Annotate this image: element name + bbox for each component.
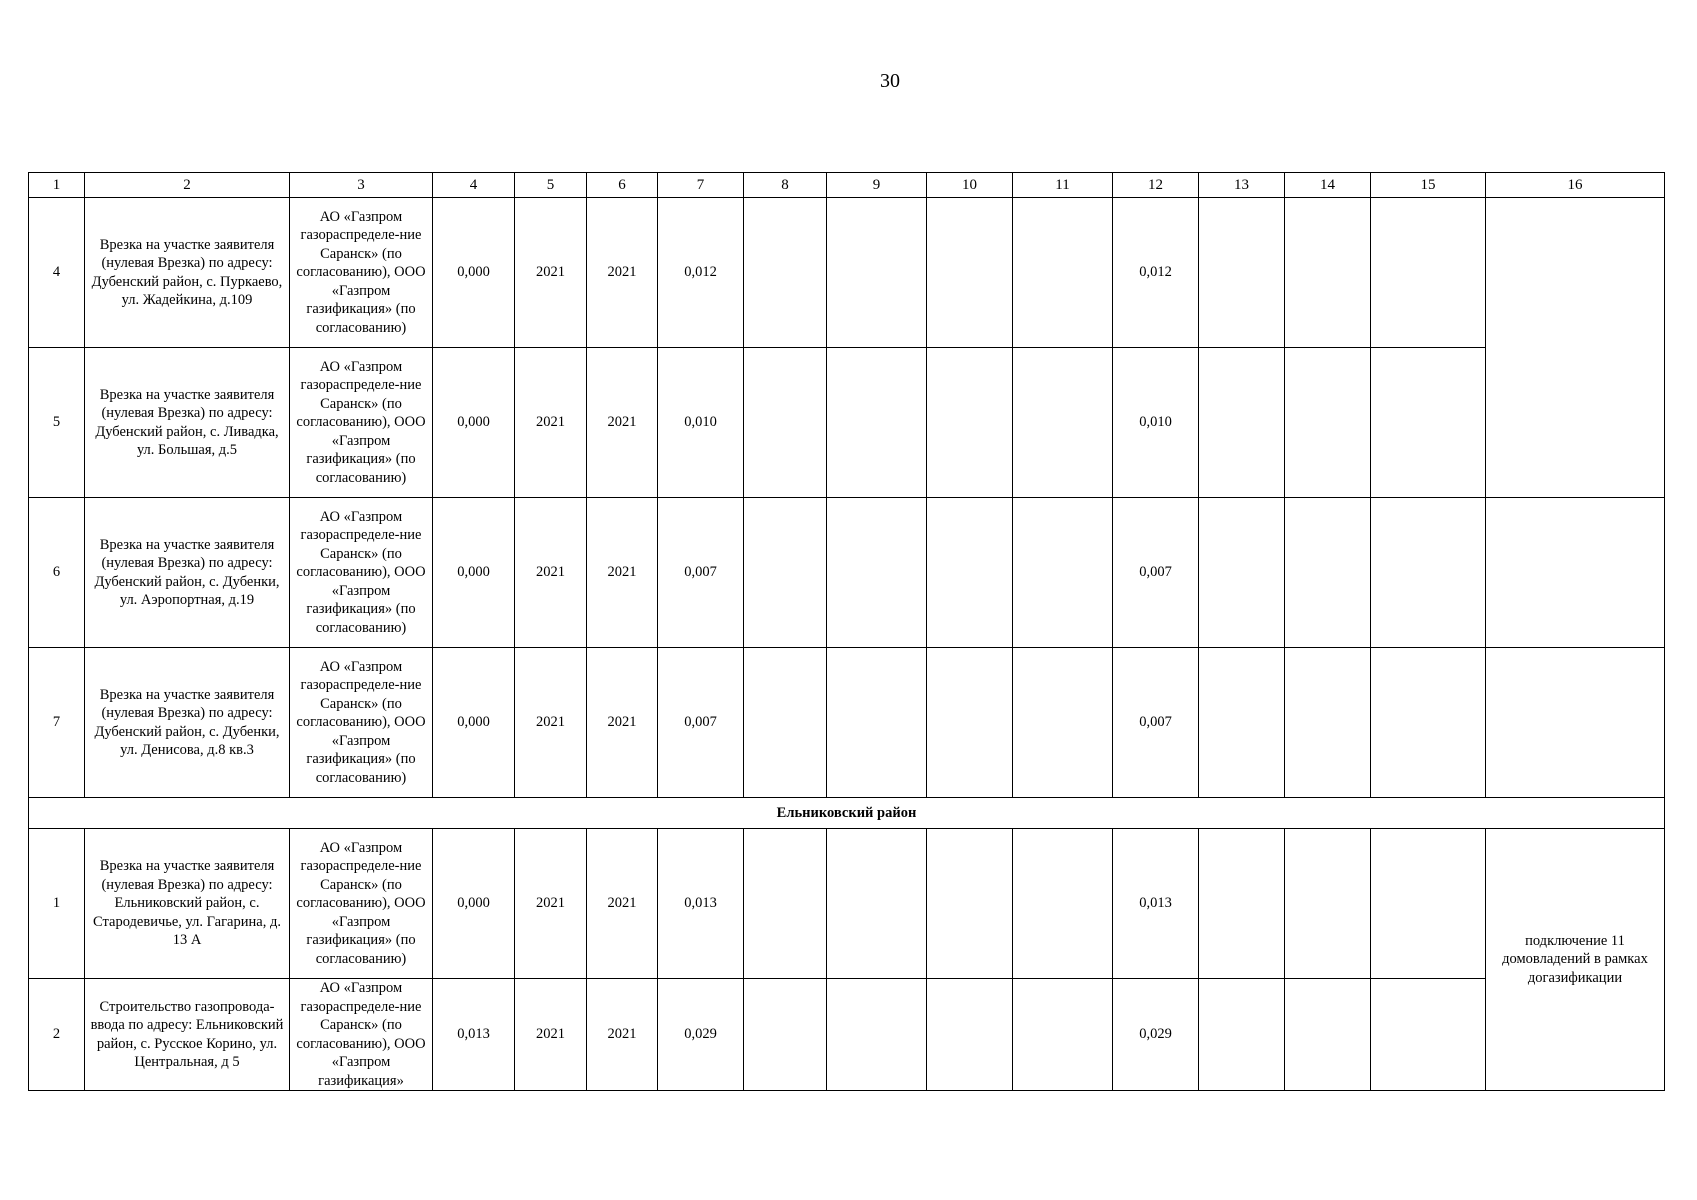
value-cell: 0,010: [1113, 348, 1199, 498]
end-year: 2021: [587, 198, 658, 348]
column-header: 2: [85, 173, 290, 198]
start-year: 2021: [515, 829, 587, 979]
column-number-row: [29, 173, 1665, 198]
empty-cell: [1371, 198, 1486, 348]
empty-cell: [1199, 979, 1285, 1091]
empty-cell: [827, 498, 927, 648]
row-number: 4: [29, 198, 85, 348]
empty-cell: [1199, 348, 1285, 498]
row-number: 6: [29, 498, 85, 648]
organization: АО «Газпром газораспределе-ние Саранск» (по согласованию), ООО «Газпром газификация» (по согласованию): [290, 348, 433, 498]
column-header: 16: [1486, 173, 1665, 198]
value-cell: 0,007: [1113, 498, 1199, 648]
empty-cell: [1013, 348, 1113, 498]
column-header: 13: [1199, 173, 1285, 198]
empty-cell: [927, 979, 1013, 1091]
empty-cell: [927, 198, 1013, 348]
object-description: Врезка на участке заявителя (нулевая Врезка) по адресу: Ельниковский район, с. Стародевичье, ул. Гагарина, д. 13 А: [85, 829, 290, 979]
value-cell: 0,000: [433, 648, 515, 798]
section-header-row: [29, 798, 1665, 829]
value-cell: 0,012: [658, 198, 744, 348]
empty-cell: [1285, 979, 1371, 1091]
empty-cell: [1013, 829, 1113, 979]
value-cell: 0,029: [658, 979, 744, 1091]
empty-cell: [1285, 829, 1371, 979]
value-cell: 0,000: [433, 198, 515, 348]
table-row: [29, 829, 1665, 979]
column-header: 5: [515, 173, 587, 198]
column-header: 9: [827, 173, 927, 198]
object-description: Врезка на участке заявителя (нулевая Врезка) по адресу: Дубенский район, с. Пуркаево, ул. Жадейкина, д.109: [85, 198, 290, 348]
value-cell: 0,012: [1113, 198, 1199, 348]
empty-cell: [927, 498, 1013, 648]
value-cell: 0,007: [658, 648, 744, 798]
start-year: 2021: [515, 498, 587, 648]
empty-cell: [1013, 979, 1113, 1091]
empty-cell: [744, 498, 827, 648]
row-number: 7: [29, 648, 85, 798]
column-header: 8: [744, 173, 827, 198]
column-header: 14: [1285, 173, 1371, 198]
object-description: Врезка на участке заявителя (нулевая Врезка) по адресу: Дубенский район, с. Ливадка, ул. Большая, д.5: [85, 348, 290, 498]
table-row: [29, 648, 1665, 798]
object-description: Врезка на участке заявителя (нулевая Врезка) по адресу: Дубенский район, с. Дубенки, ул. Аэропортная, д.19: [85, 498, 290, 648]
value-cell: 0,013: [1113, 829, 1199, 979]
row-number: 2: [29, 979, 85, 1091]
empty-cell: [1013, 648, 1113, 798]
column-header: 7: [658, 173, 744, 198]
value-cell: 0,013: [433, 979, 515, 1091]
object-description: Врезка на участке заявителя (нулевая Врезка) по адресу: Дубенский район, с. Дубенки, ул. Денисова, д.8 кв.3: [85, 648, 290, 798]
empty-cell: [1285, 348, 1371, 498]
value-cell: 0,000: [433, 348, 515, 498]
note-cell: [1486, 498, 1665, 648]
empty-cell: [1371, 648, 1486, 798]
table-row: [29, 498, 1665, 648]
column-header: 4: [433, 173, 515, 198]
column-header: 10: [927, 173, 1013, 198]
table-row: [29, 198, 1665, 348]
page-number: 30: [880, 70, 900, 92]
organization: АО «Газпром газораспределе-ние Саранск» (по согласованию), ООО «Газпром газификация»: [290, 979, 433, 1091]
column-header: 1: [29, 173, 85, 198]
start-year: 2021: [515, 648, 587, 798]
empty-cell: [1285, 498, 1371, 648]
column-header: 6: [587, 173, 658, 198]
note-cell: подключение 11 домовладений в рамках догазификации: [1486, 829, 1665, 1091]
row-number: 1: [29, 829, 85, 979]
table-row: [29, 348, 1665, 498]
organization: АО «Газпром газораспределе-ние Саранск» (по согласованию), ООО «Газпром газификация» (по согласованию): [290, 829, 433, 979]
section-title: Ельниковский район: [29, 798, 1665, 829]
value-cell: 0,000: [433, 498, 515, 648]
value-cell: 0,013: [658, 829, 744, 979]
end-year: 2021: [587, 648, 658, 798]
column-header: 12: [1113, 173, 1199, 198]
empty-cell: [744, 348, 827, 498]
value-cell: 0,010: [658, 348, 744, 498]
value-cell: 0,007: [658, 498, 744, 648]
empty-cell: [1285, 198, 1371, 348]
empty-cell: [1371, 829, 1486, 979]
end-year: 2021: [587, 348, 658, 498]
empty-cell: [744, 198, 827, 348]
empty-cell: [744, 648, 827, 798]
empty-cell: [1371, 979, 1486, 1091]
column-header: 3: [290, 173, 433, 198]
column-header: 15: [1371, 173, 1486, 198]
row-number: 5: [29, 348, 85, 498]
empty-cell: [1199, 198, 1285, 348]
organization: АО «Газпром газораспределе-ние Саранск» (по согласованию), ООО «Газпром газификация» (по согласованию): [290, 648, 433, 798]
empty-cell: [927, 829, 1013, 979]
column-header: 11: [1013, 173, 1113, 198]
end-year: 2021: [587, 829, 658, 979]
empty-cell: [1199, 498, 1285, 648]
empty-cell: [927, 348, 1013, 498]
start-year: 2021: [515, 348, 587, 498]
organization: АО «Газпром газораспределе-ние Саранск» (по согласованию), ООО «Газпром газификация» (по согласованию): [290, 198, 433, 348]
empty-cell: [1285, 648, 1371, 798]
table-row: [29, 979, 1665, 1091]
empty-cell: [1371, 348, 1486, 498]
object-description: Строительство газопровода-ввода по адресу: Ельниковский район, с. Русское Корино, ул. Центральная, д 5: [85, 979, 290, 1091]
empty-cell: [827, 829, 927, 979]
empty-cell: [744, 829, 827, 979]
empty-cell: [827, 198, 927, 348]
investment-table: [28, 172, 1665, 1091]
empty-cell: [1199, 648, 1285, 798]
end-year: 2021: [587, 979, 658, 1091]
value-cell: 0,000: [433, 829, 515, 979]
start-year: 2021: [515, 198, 587, 348]
end-year: 2021: [587, 498, 658, 648]
note-cell: [1486, 198, 1665, 498]
empty-cell: [744, 979, 827, 1091]
organization: АО «Газпром газораспределе-ние Саранск» (по согласованию), ООО «Газпром газификация» (по согласованию): [290, 498, 433, 648]
note-cell: [1486, 648, 1665, 798]
value-cell: 0,007: [1113, 648, 1199, 798]
empty-cell: [1199, 829, 1285, 979]
empty-cell: [827, 348, 927, 498]
empty-cell: [1013, 498, 1113, 648]
empty-cell: [927, 648, 1013, 798]
value-cell: 0,029: [1113, 979, 1199, 1091]
empty-cell: [1013, 198, 1113, 348]
start-year: 2021: [515, 979, 587, 1091]
empty-cell: [1371, 498, 1486, 648]
empty-cell: [827, 979, 927, 1091]
empty-cell: [827, 648, 927, 798]
